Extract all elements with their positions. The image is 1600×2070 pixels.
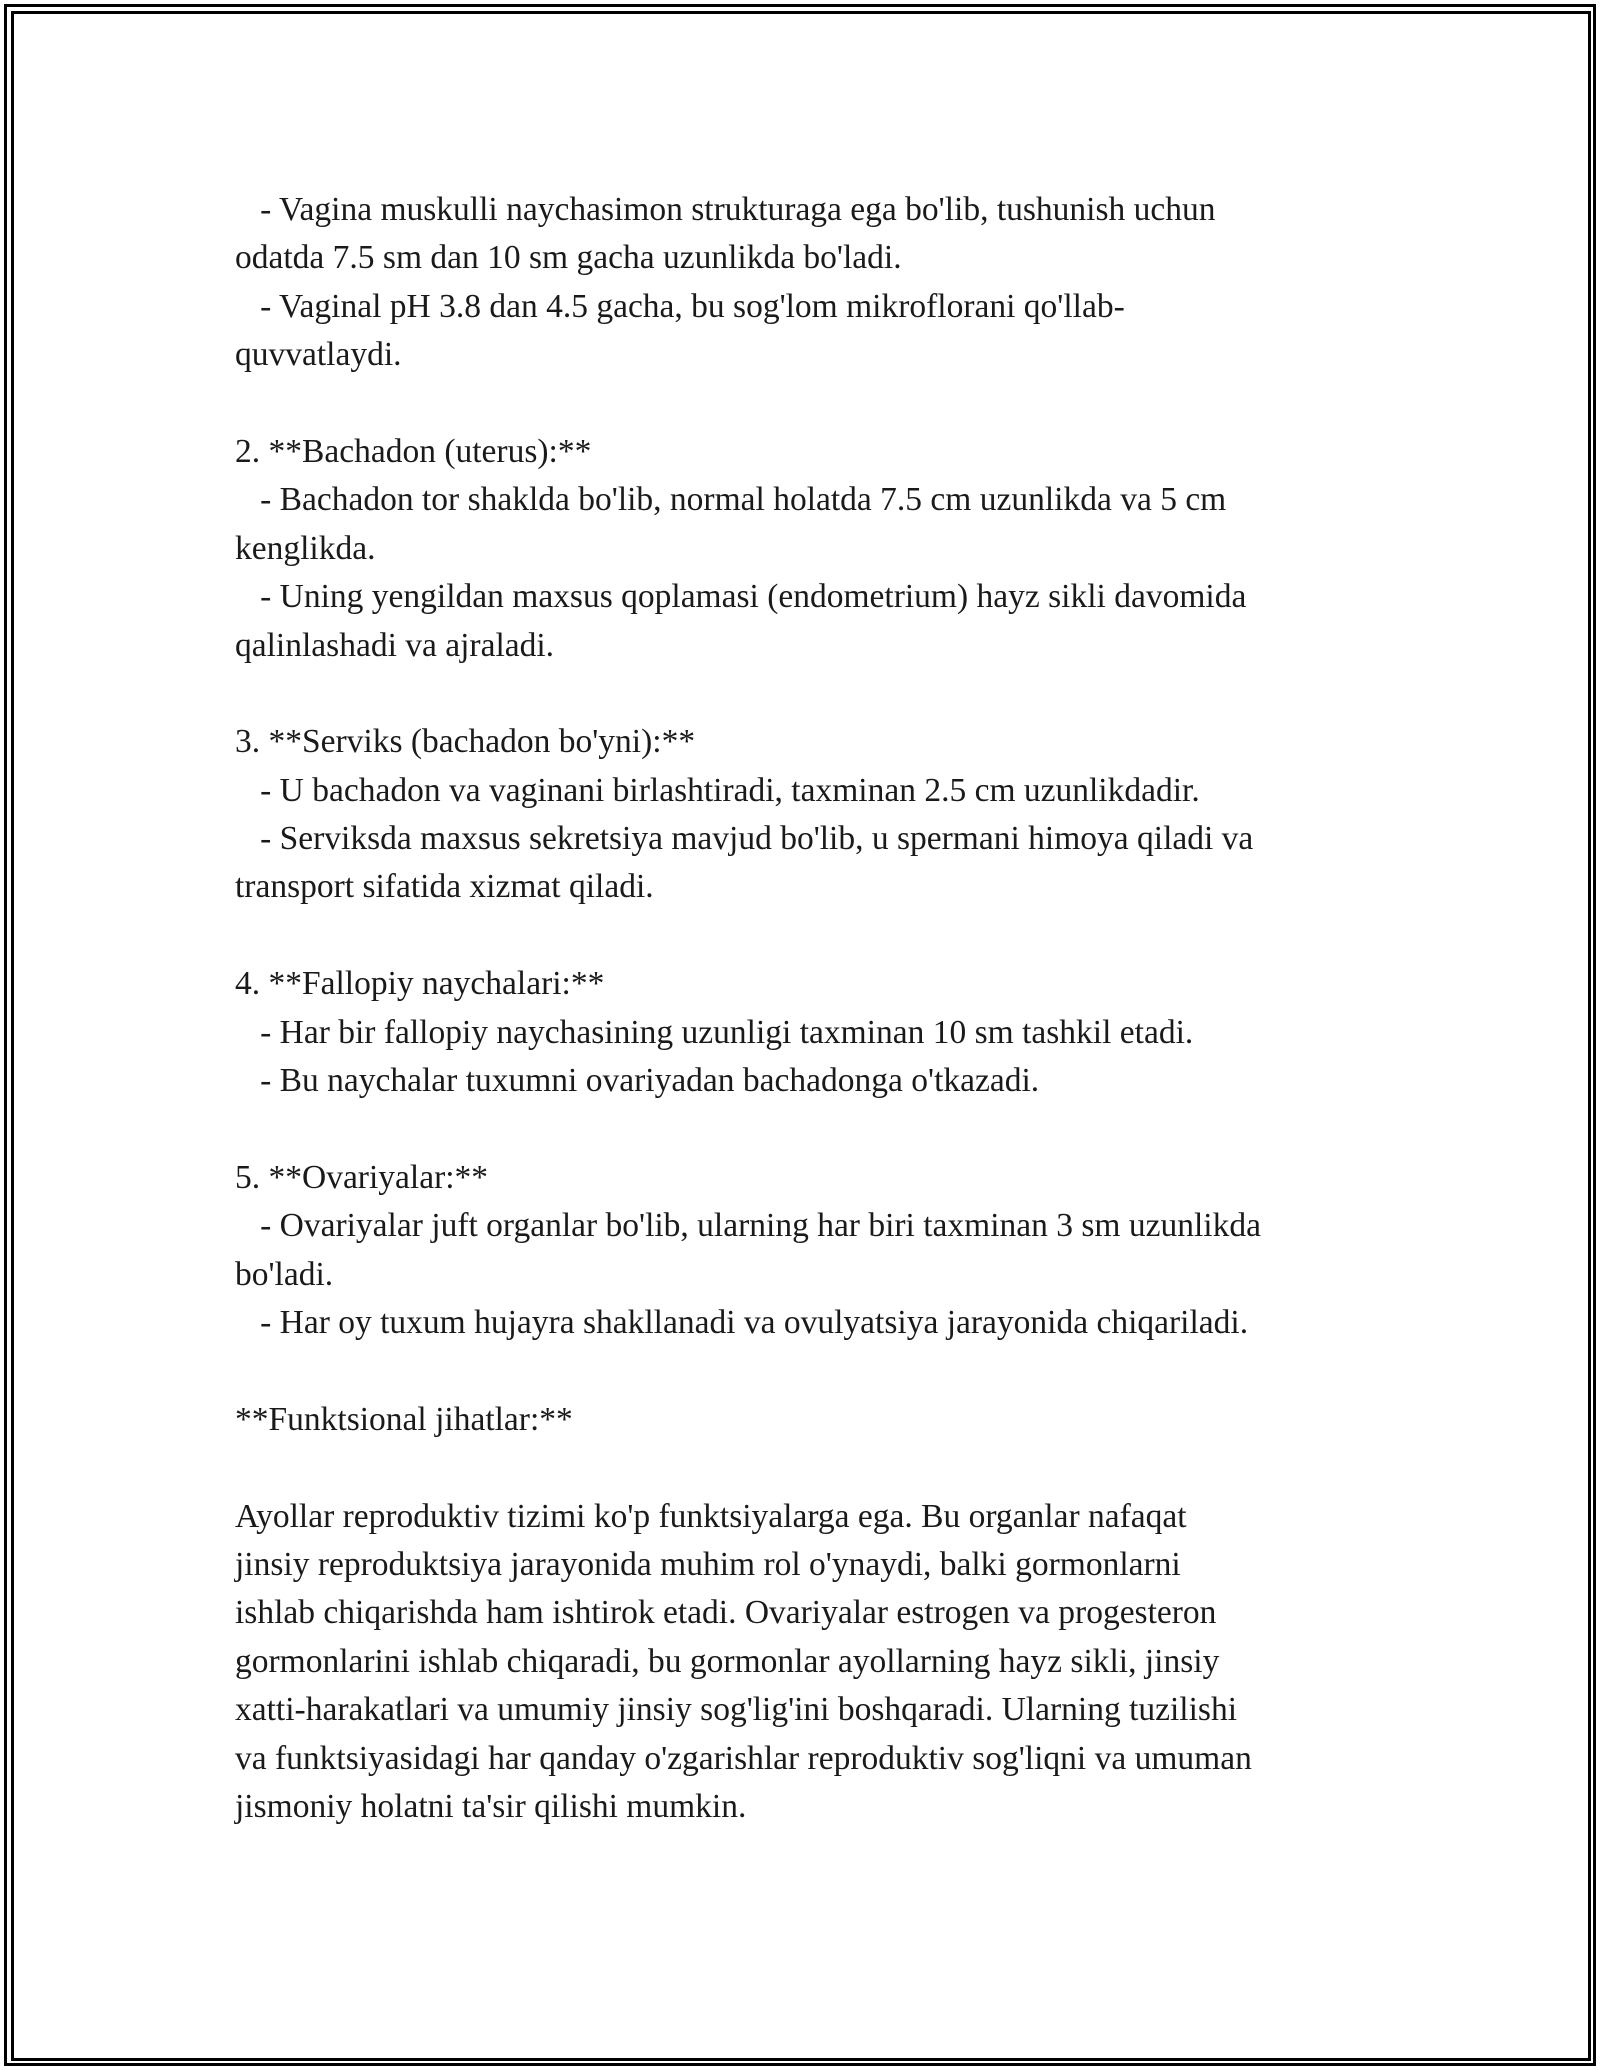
blank-line <box>235 1347 1375 1395</box>
section-heading: 5. **Ovariyalar:** <box>235 1158 489 1196</box>
text-line: - Har oy tuxum hujayra shakllanadi va ovulyatsiya jarayonida chiqariladi. <box>235 1303 1249 1341</box>
text-line: - Serviksda maxsus sekretsiya mavjud bo'lib, u spermani himoya qiladi va <box>235 820 1254 858</box>
blank-line <box>235 670 1375 718</box>
blank-line <box>235 380 1375 428</box>
text-line: - Vagina muskulli naychasimon strukturaga ega bo'lib, tushunish uchun <box>235 191 1216 228</box>
paragraph-line: Ayollar reproduktiv tizimi ko'p funktsiyalarga ega. Bu organlar nafaqat <box>235 1497 1187 1535</box>
paragraph-line: va funktsiyasidagi har qanday o'zgarishlar reproduktiv sog'liqni va umuman <box>235 1739 1252 1777</box>
blank-line <box>235 1105 1375 1153</box>
paragraph-line: jismoniy holatni ta'sir qilishi mumkin. <box>235 1787 747 1825</box>
paragraph-line: gormonlarini ishlab chiqaradi, bu gormonlar ayollarning hayz sikli, jinsiy <box>235 1642 1220 1680</box>
section-heading: 3. **Serviks (bachadon bo'yni):** <box>235 723 696 761</box>
text-line: - Ovariyalar juft organlar bo'lib, ularning har biri taxminan 3 sm uzunlikda <box>235 1207 1261 1245</box>
text-line: bo'ladi. <box>235 1255 334 1293</box>
text-line: qalinlashadi va ajraladi. <box>235 626 555 664</box>
blank-line <box>235 1444 1375 1492</box>
text-line: - U bachadon va vaginani birlashtiradi, taxminan 2.5 cm uzunlikdadir. <box>235 771 1200 809</box>
paragraph-line: ishlab chiqarishda ham ishtirok etadi. Ovariyalar estrogen va progesteron <box>235 1594 1217 1632</box>
paragraph-line: jinsiy reproduktsiya jarayonida muhim rol o'ynaydi, balki gormonlarni <box>235 1545 1181 1583</box>
text-line: - Uning yengildan maxsus qoplamasi (endometrium) hayz sikli davomida <box>235 578 1247 616</box>
text-line: transport sifatida xizmat qiladi. <box>235 868 654 906</box>
text-line: - Bu naychalar tuxumni ovariyadan bachadonga o'tkazadi. <box>235 1062 1040 1100</box>
section-heading: 4. **Fallopiy naychalari:** <box>235 965 605 1003</box>
text-line: quvvatlaydi. <box>235 336 402 374</box>
text-line: kenglikda. <box>235 529 376 567</box>
text-line: odatda 7.5 sm dan 10 sm gacha uzunlikda bo'ladi. <box>235 239 902 277</box>
text-line: - Har bir fallopiy naychasining uzunligi taxminan 10 sm tashkil etadi. <box>235 1013 1194 1051</box>
paragraph-line: xatti-harakatlari va umumiy jinsiy sog'lig'ini boshqaradi. Ularning tuzilishi <box>235 1691 1238 1729</box>
blank-line <box>235 912 1375 960</box>
document-body <box>235 186 1375 1831</box>
section-heading: 2. **Bachadon (uterus):** <box>235 432 592 470</box>
section-heading: **Funktsional jihatlar:** <box>235 1400 573 1438</box>
text-line: - Vaginal pH 3.8 dan 4.5 gacha, bu sog'lom mikroflorani qo'llab- <box>235 287 1125 325</box>
text-line: - Bachadon tor shaklda bo'lib, normal holatda 7.5 cm uzunlikda va 5 cm <box>235 481 1227 519</box>
